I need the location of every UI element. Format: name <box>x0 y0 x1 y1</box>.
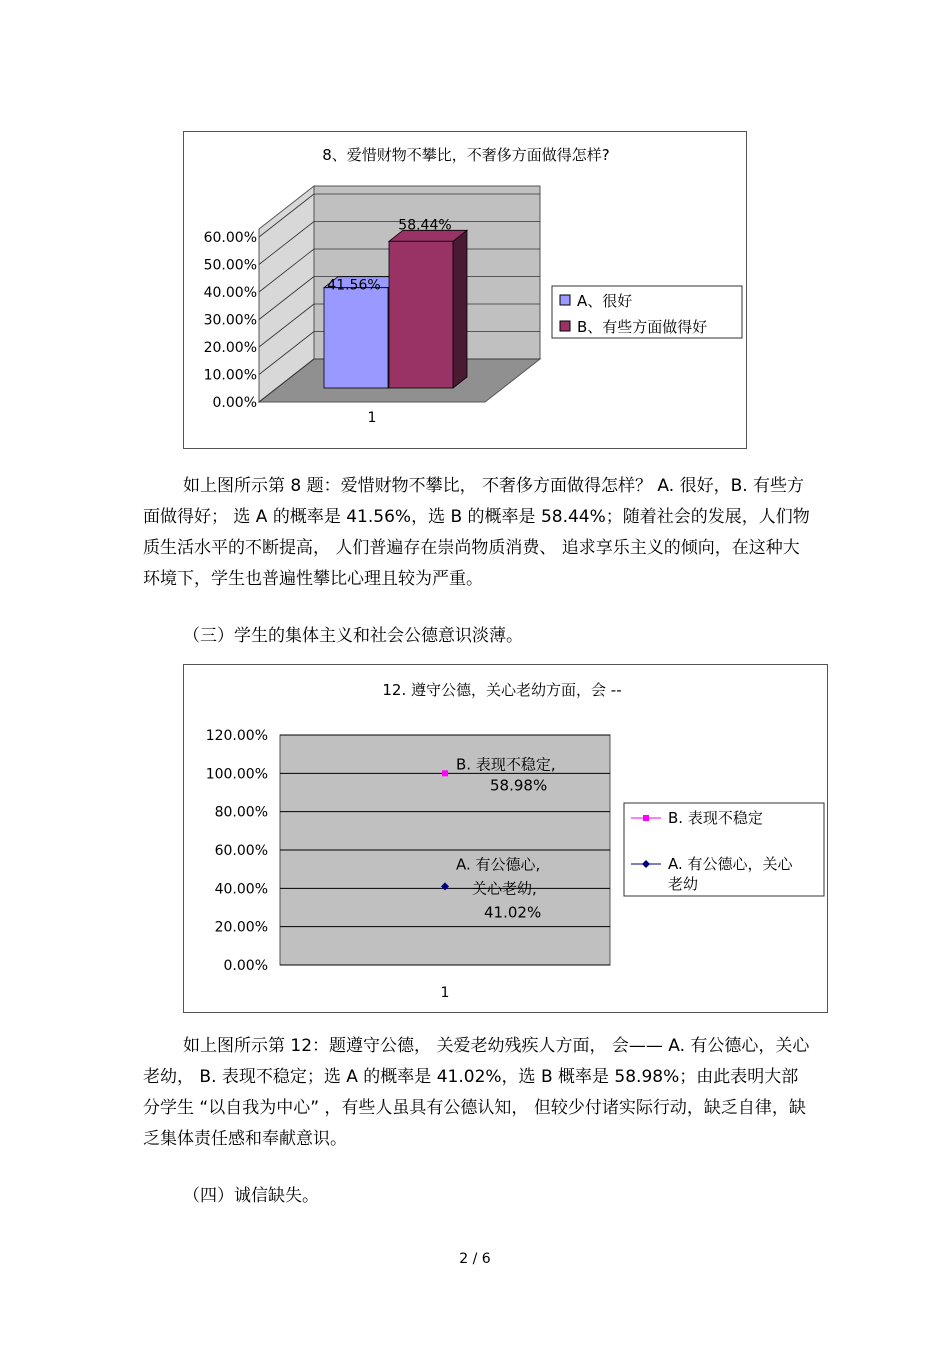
legend-label: B、有些方面做得好 <box>577 318 708 336</box>
bar-data-label: 58.44% <box>398 217 452 234</box>
bar-chart-q8 <box>183 131 747 449</box>
y-tick-label: 0.00% <box>212 395 257 411</box>
y-tick-label: 100.00% <box>205 766 268 783</box>
paragraph-q12-text: 如上图所示第 12：题遵守公德， 关爱老幼残疾人方面， 会—— A. 有公德心，关心老幼， B. 表现不稳定；选 A 的概率是 41.02%，选 B 概率是 58.98%；由此表明大部分学生 “以自我为中心” ，有些人虽具有公德认知， 但较少付诸实际行动，缺乏自律，缺乏集体责任感和奉献意识。 <box>143 1036 810 1149</box>
legend-label: A. 有公德心，关心 <box>668 855 793 873</box>
scatter-chart-q12 <box>183 664 828 1013</box>
bar-front <box>324 288 388 388</box>
y-tick-label: 30.00% <box>203 312 257 329</box>
section-heading-4: （四）诚信缺失。 <box>183 1186 319 1206</box>
y-tick-label: 20.00% <box>203 340 257 356</box>
y-tick-label: 0.00% <box>223 958 268 974</box>
data-label-b: B. 表现不稳定, <box>456 755 556 774</box>
y-tick-label: 50.00% <box>203 257 257 274</box>
y-tick-label: 60.00% <box>203 230 257 246</box>
x-tick-label: 1 <box>440 985 450 1001</box>
legend-label: B. 表现不稳定 <box>668 809 763 827</box>
y-tick-label: 10.00% <box>203 367 257 384</box>
chart-title: 12. 遵守公德，关心老幼方面，会 -- <box>382 681 622 699</box>
y-tick-label: 40.00% <box>203 285 257 301</box>
legend-label: A、很好 <box>577 292 633 310</box>
paragraph-q8-text: 如上图所示第 8 题：爱惜财物不攀比， 不奢侈方面做得怎样？ A. 很好，B. 有些方面做得好； 选 A 的概率是 41.56%，选 B 的概率是 58.44%；随着社会的发展，人们物质生活水平的不断提高， 人们普遍存在崇尚物质消费、 追求享乐主义的倾向，在这种大环境下，学生也普遍性攀比心理且较为严重。 <box>143 476 810 589</box>
bar-chart-q8-svg <box>184 132 748 450</box>
data-label-a: 41.02% <box>484 903 542 922</box>
y-tick-label: 80.00% <box>214 804 268 821</box>
bar-front <box>389 241 453 388</box>
legend-swatch <box>560 321 570 331</box>
legend-marker-b <box>643 815 649 821</box>
data-label-a: A. 有公德心, <box>456 855 541 874</box>
paragraph-q8-analysis <box>143 471 813 595</box>
bar-data-label: 41.56% <box>327 277 381 294</box>
x-tick-label: 1 <box>367 410 377 426</box>
y-tick-label: 20.00% <box>214 919 268 936</box>
data-point-b <box>442 770 448 776</box>
page-number: 2 / 6 <box>459 1251 491 1267</box>
y-tick-label: 40.00% <box>214 881 268 898</box>
bar-side <box>453 230 467 388</box>
paragraph-q12-analysis <box>143 1031 813 1155</box>
y-tick-label: 120.00% <box>205 728 268 744</box>
y-tick-label: 60.00% <box>214 843 268 859</box>
legend-label: 老幼 <box>668 875 699 893</box>
data-label-b: 58.98% <box>490 776 548 795</box>
chart-title: 8、爱惜财物不攀比，不奢侈方面做得怎样? <box>322 146 610 164</box>
scatter-chart-q12-svg <box>184 665 829 1014</box>
data-label-a: 关心老幼, <box>472 879 537 898</box>
section-heading-3: （三）学生的集体主义和社会公德意识淡薄。 <box>183 626 523 646</box>
legend-swatch <box>560 295 570 305</box>
